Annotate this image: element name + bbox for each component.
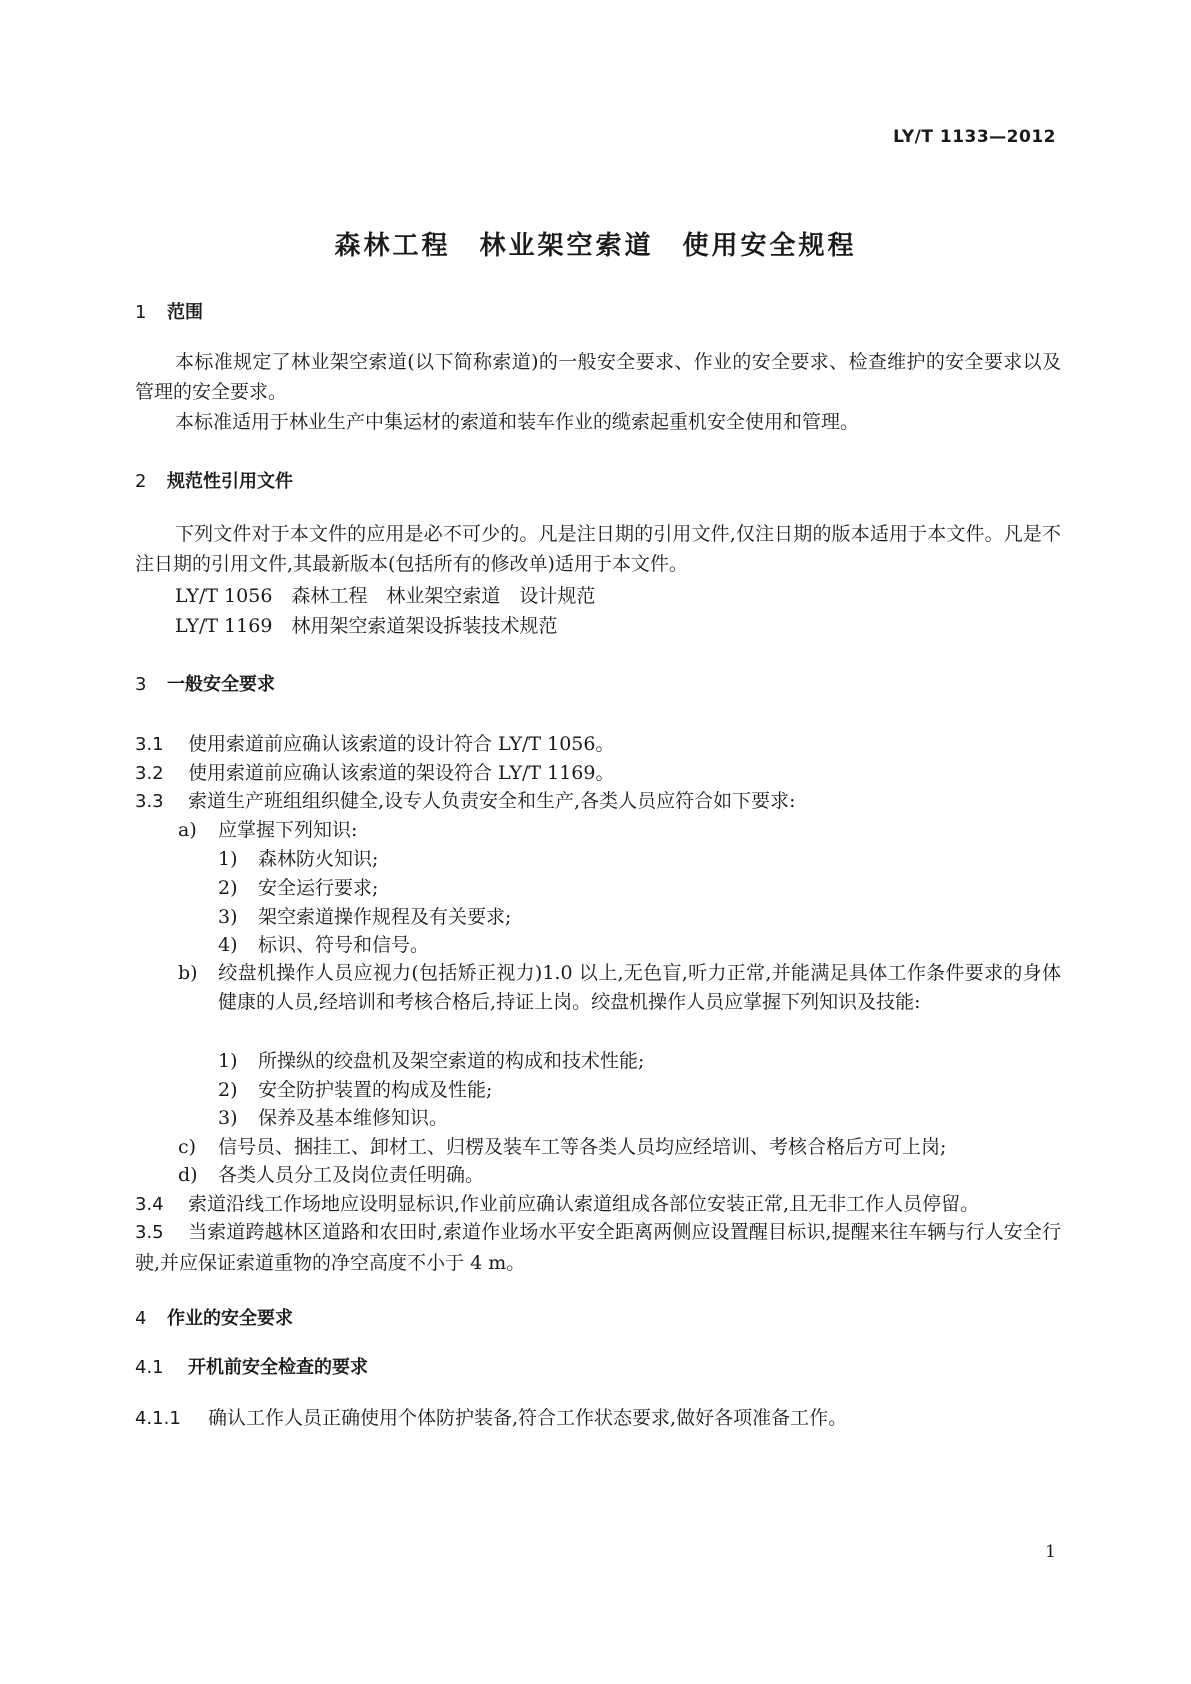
clause-number: 3.5 bbox=[135, 1222, 164, 1243]
sub-text: 保养及基本维修知识。 bbox=[258, 1107, 449, 1129]
list-item-d bbox=[178, 1160, 484, 1187]
list-item-b bbox=[178, 959, 1061, 1017]
sub-text: 所操纵的绞盘机及架空索道的构成和技术性能; bbox=[258, 1050, 645, 1072]
sub-item bbox=[218, 1103, 448, 1130]
section-number: 4.1 bbox=[135, 1357, 164, 1378]
clause-number: 3.3 bbox=[135, 791, 164, 812]
section-title: 作业的安全要求 bbox=[167, 1308, 293, 1329]
section-2-heading bbox=[135, 467, 293, 493]
sub-item bbox=[218, 844, 378, 871]
clause-text: 索道沿线工作场地应设明显标识,作业前应确认索道组成各部位安装正常,且无非工作人员停留。 bbox=[188, 1193, 980, 1215]
clause-text: 确认工作人员正确使用个体防护装备,符合工作状态要求,做好各项准备工作。 bbox=[208, 1407, 848, 1429]
list-item-a bbox=[178, 815, 357, 842]
sub-label: 3) bbox=[218, 906, 238, 928]
sub-item bbox=[218, 1075, 492, 1102]
list-label: c) bbox=[178, 1136, 197, 1158]
sub-item bbox=[218, 1046, 644, 1073]
clause-4-1-1 bbox=[135, 1403, 847, 1430]
reference-ly-t-1169: LY/T 1169 林用架空索道架设拆装技术规范 bbox=[175, 615, 558, 637]
paragraph: 下列文件对于本文件的应用是必不可少的。凡是注日期的引用文件,仅注日期的版本适用于本文件。凡是不注日期的引用文件,其最新版本(包括所有的修改单)适用于本文件。 bbox=[135, 523, 1061, 575]
sub-label: 4) bbox=[218, 934, 238, 956]
page-number: 1 bbox=[1045, 1542, 1056, 1562]
clause-text: 使用索道前应确认该索道的设计符合 LY/T 1056。 bbox=[188, 733, 615, 755]
standard-code: LY/T 1133—2012 bbox=[893, 127, 1056, 147]
sub-label: 2) bbox=[218, 1079, 238, 1101]
sub-text: 森林防火知识; bbox=[258, 848, 379, 870]
sub-item bbox=[218, 873, 378, 900]
clause-number: 3.2 bbox=[135, 763, 164, 784]
clause-number: 4.1.1 bbox=[135, 1408, 181, 1429]
paragraph: 本标准适用于林业生产中集运材的索道和装车作业的缆索起重机安全使用和管理。 bbox=[175, 411, 860, 433]
list-label: b) bbox=[178, 962, 198, 984]
section-3-heading bbox=[135, 670, 275, 696]
section-1-heading bbox=[135, 298, 203, 324]
section-number: 1 bbox=[135, 302, 147, 323]
list-text: 各类人员分工及岗位责任明确。 bbox=[218, 1164, 485, 1186]
clause-text: 当索道跨越林区道路和农田时,索道作业场水平安全距离两侧应设置醒目标识,提醒来往车辆与行人安全行驶,并应保证索道重物的净空高度不小于 4 m。 bbox=[135, 1221, 1061, 1274]
section-title: 开机前安全检查的要求 bbox=[188, 1357, 368, 1378]
list-label: a) bbox=[178, 819, 197, 841]
clause-3-2 bbox=[135, 758, 614, 785]
sub-item bbox=[218, 930, 429, 957]
list-label: d) bbox=[178, 1164, 198, 1186]
subsection-4-1-heading bbox=[135, 1353, 368, 1379]
sub-text: 架空索道操作规程及有关要求; bbox=[258, 906, 512, 928]
section-4-heading bbox=[135, 1304, 293, 1330]
reference-ly-t-1056: LY/T 1056 森林工程 林业架空索道 设计规范 bbox=[175, 585, 596, 607]
list-text: 应掌握下列知识: bbox=[218, 819, 358, 841]
sub-label: 1) bbox=[218, 1050, 238, 1072]
section-number: 2 bbox=[135, 471, 147, 492]
sub-label: 1) bbox=[218, 848, 238, 870]
paragraph: 本标准规定了林业架空索道(以下简称索道)的一般安全要求、作业的安全要求、检查维护的安全要求以及管理的安全要求。 bbox=[135, 351, 1061, 403]
sub-text: 安全防护装置的构成及性能; bbox=[258, 1079, 493, 1101]
section-title: 规范性引用文件 bbox=[167, 471, 293, 492]
sub-text: 标识、符号和信号。 bbox=[258, 934, 430, 956]
sub-item bbox=[218, 902, 511, 929]
clause-text: 使用索道前应确认该索道的架设符合 LY/T 1169。 bbox=[188, 762, 615, 784]
clause-3-5 bbox=[135, 1217, 1061, 1278]
clause-3-1 bbox=[135, 729, 614, 756]
section-title: 一般安全要求 bbox=[167, 674, 275, 695]
section-number: 4 bbox=[135, 1308, 147, 1329]
section-title: 范围 bbox=[167, 302, 203, 323]
sub-label: 3) bbox=[218, 1107, 238, 1129]
clause-number: 3.4 bbox=[135, 1194, 164, 1215]
sub-text: 安全运行要求; bbox=[258, 877, 379, 899]
clause-3-4 bbox=[135, 1189, 979, 1216]
clause-number: 3.1 bbox=[135, 734, 164, 755]
document-title: 森林工程 林业架空索道 使用安全规程 bbox=[334, 231, 857, 261]
list-item-c bbox=[178, 1132, 946, 1159]
clause-text: 索道生产班组组织健全,设专人负责安全和生产,各类人员应符合如下要求: bbox=[188, 790, 796, 812]
clause-3-3 bbox=[135, 786, 795, 813]
section-number: 3 bbox=[135, 674, 147, 695]
list-text: 信号员、捆挂工、卸材工、归楞及装车工等各类人员均应经培训、考核合格后方可上岗; bbox=[218, 1136, 947, 1158]
list-text: 绞盘机操作人员应视力(包括矫正视力)1.0 以上,无色盲,听力正常,并能满足具体工作条件要求的身体健康的人员,经培训和考核合格后,持证上岗。绞盘机操作人员应掌握下列知识及技能: bbox=[218, 962, 1061, 1013]
sub-label: 2) bbox=[218, 877, 238, 899]
